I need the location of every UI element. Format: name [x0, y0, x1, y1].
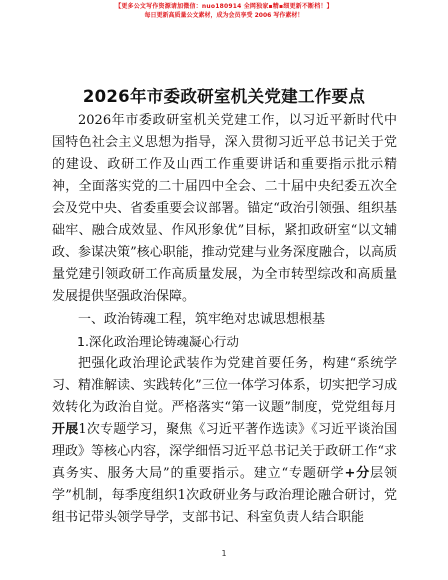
document-body: [52, 110, 397, 529]
document-title: 2026年市委政研室机关党建工作要点: [82, 87, 366, 106]
body-paragraph-1: [52, 353, 397, 529]
subsection-heading-1: 1.深化政治理论铸魂凝心行动: [77, 334, 239, 349]
body-paragraph-1-part-a: 把强化政治理论武装作为党建首要任务，构建“系统学习、精准解读、实践转化”三位一体学习体系，切实把学习成效转化为政治自觉。严格落实“第一议题”制度，党党组每月: [52, 356, 397, 415]
intro-paragraph: 2026年市委政研室机关党建工作，以习近平新时代中国特色社会主义思想为指导，深入贯彻习近平总书记关于党的建设、政研工作及山西工作重要讲话和重要指示批示精神，全面落实党的二十届四中全会、二十届中央纪委五次全会及党中央、省委重要会议部署。锚定“政治引领强、组织基础牢、融合成效显、作风形象优”目标，紧扣政研室“以文辅政、参谋决策”核心职能，推动党建与业务深度融合，以高质量党建引领政研工作高质量发展，为全市转型综改和高质量发展提供坚强政治保障。: [52, 113, 397, 304]
section-heading-1: 一、政治铸魂工程，筑牢绝对忠诚思想根基: [78, 312, 326, 327]
body-paragraph-1-part-b: 1次专题学习，聚焦《习近平著作选读》《习近平谈治国理政》等核心内容，深学细悟习近平总书记关于政研工作“求真务实、服务大局”的重要指示。建立“专题研学: [52, 422, 397, 481]
body-paragraph-1-part-c: 层领学”机制，每季度组织1次政研业务与政治理论融合研讨，党组书记带头领学导学，支部书记、科室负责人结合职能: [52, 466, 397, 525]
body-paragraph-1-bold-2: +分: [344, 466, 371, 481]
page-number: 1: [221, 549, 227, 558]
promo-banner-line-1: 【更多公文写作资源请加微信：nuo180914 全网独家▪精▪细更新不断档！】: [115, 3, 333, 10]
promo-banner-line-2: 每日更新高质量公文素材，成为会员享受 2006 写作素材！: [144, 12, 304, 19]
body-paragraph-1-bold-1: 开展: [52, 422, 79, 437]
promo-banner: [0, 2, 448, 20]
